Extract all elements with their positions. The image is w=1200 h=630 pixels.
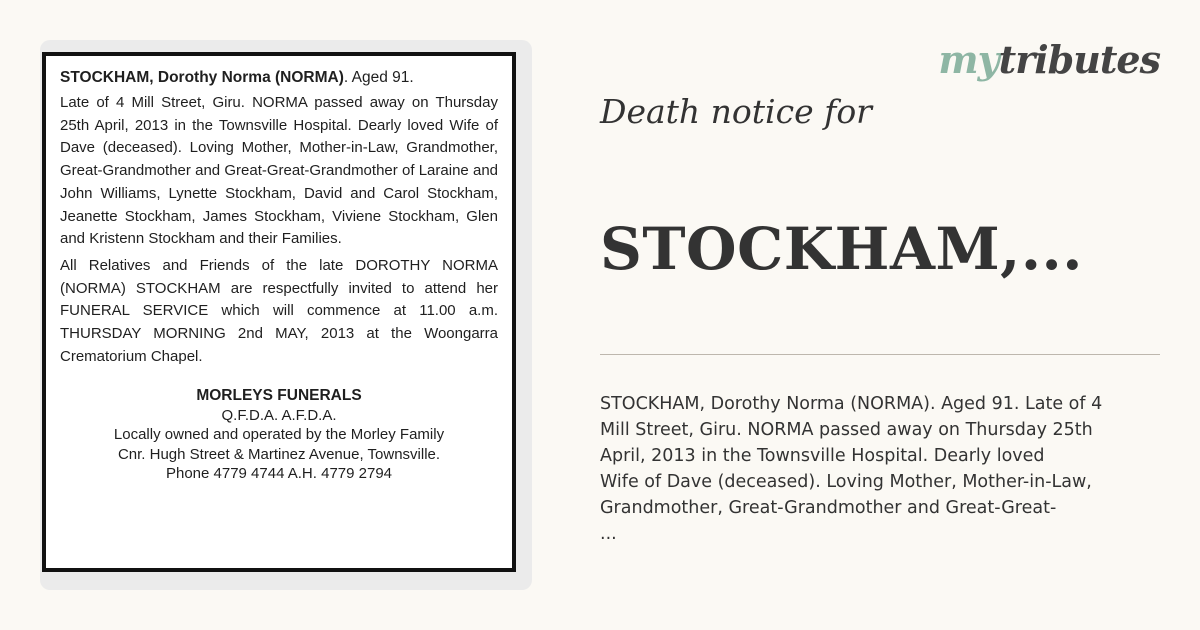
excerpt-ellipsis: ... xyxy=(600,524,617,544)
funeral-director-line-3: Phone 4779 4744 A.H. 4779 2794 xyxy=(165,465,393,483)
excerpt-line: Grandmother, Great-Grandmother and Great-Great- xyxy=(600,498,1057,518)
notice-paragraph-details: Late of 4 Mill Street, Giru. NORMA passed away on Thursday 25th April, 2013 in the Townsville Hospital. Dearly loved Wife of Dave (deceased). Loving Mother, Mother-in-Law, Grandmother, Great-Grandmother and Great-Great-Grandmother of Laraine and John Williams, Lynette Stockham, David and Carol Stockham, Jeanette Stockham, James Stockham, Viviene Stockham, Glen and Kristenn Stockham and their Families. xyxy=(60,94,498,248)
funeral-director-name: MORLEYS FUNERALS xyxy=(196,387,362,405)
excerpt-line: Wife of Dave (deceased). Loving Mother, Mother-in-Law, xyxy=(600,472,1092,492)
excerpt-line: Mill Street, Giru. NORMA passed away on Thursday 25th xyxy=(600,420,1093,440)
excerpt-line: STOCKHAM, Dorothy Norma (NORMA). Aged 91. Late of 4 xyxy=(600,394,1103,414)
funeral-director-block xyxy=(60,386,498,484)
logo-my: my xyxy=(938,37,999,82)
mytributes-logo xyxy=(938,36,1160,84)
page-title: STOCKHAM,... xyxy=(600,215,1083,283)
notice-paragraph-funeral: All Relatives and Friends of the late DOROTHY NORMA (NORMA) STOCKHAM are respectfully invited to attend her FUNERAL SERVICE which will commence at 11.00 a.m. THURSDAY MORNING 2nd MAY, 2013 at the Woongarra Crematorium Chapel. xyxy=(60,256,498,365)
funeral-director-qualifications: Q.F.D.A. A.F.D.A. xyxy=(221,406,337,424)
excerpt-line: April, 2013 in the Townsville Hospital. Dearly loved xyxy=(600,446,1045,466)
notice-heading-age: . Aged 91. xyxy=(343,69,414,86)
notice-excerpt xyxy=(600,391,1160,547)
divider xyxy=(600,354,1160,355)
funeral-director-line-1: Locally owned and operated by the Morley Family xyxy=(113,426,445,444)
notice-heading xyxy=(60,68,498,88)
notice-image xyxy=(40,40,532,590)
death-notice-clipping xyxy=(42,52,516,572)
funeral-director-line-2: Cnr. Hugh Street & Martinez Avenue, Townsville. xyxy=(117,445,441,463)
logo-tributes: tributes xyxy=(998,37,1160,82)
page-subtitle: Death notice for xyxy=(600,92,872,131)
notice-heading-name: STOCKHAM, Dorothy Norma (NORMA) xyxy=(60,69,344,86)
